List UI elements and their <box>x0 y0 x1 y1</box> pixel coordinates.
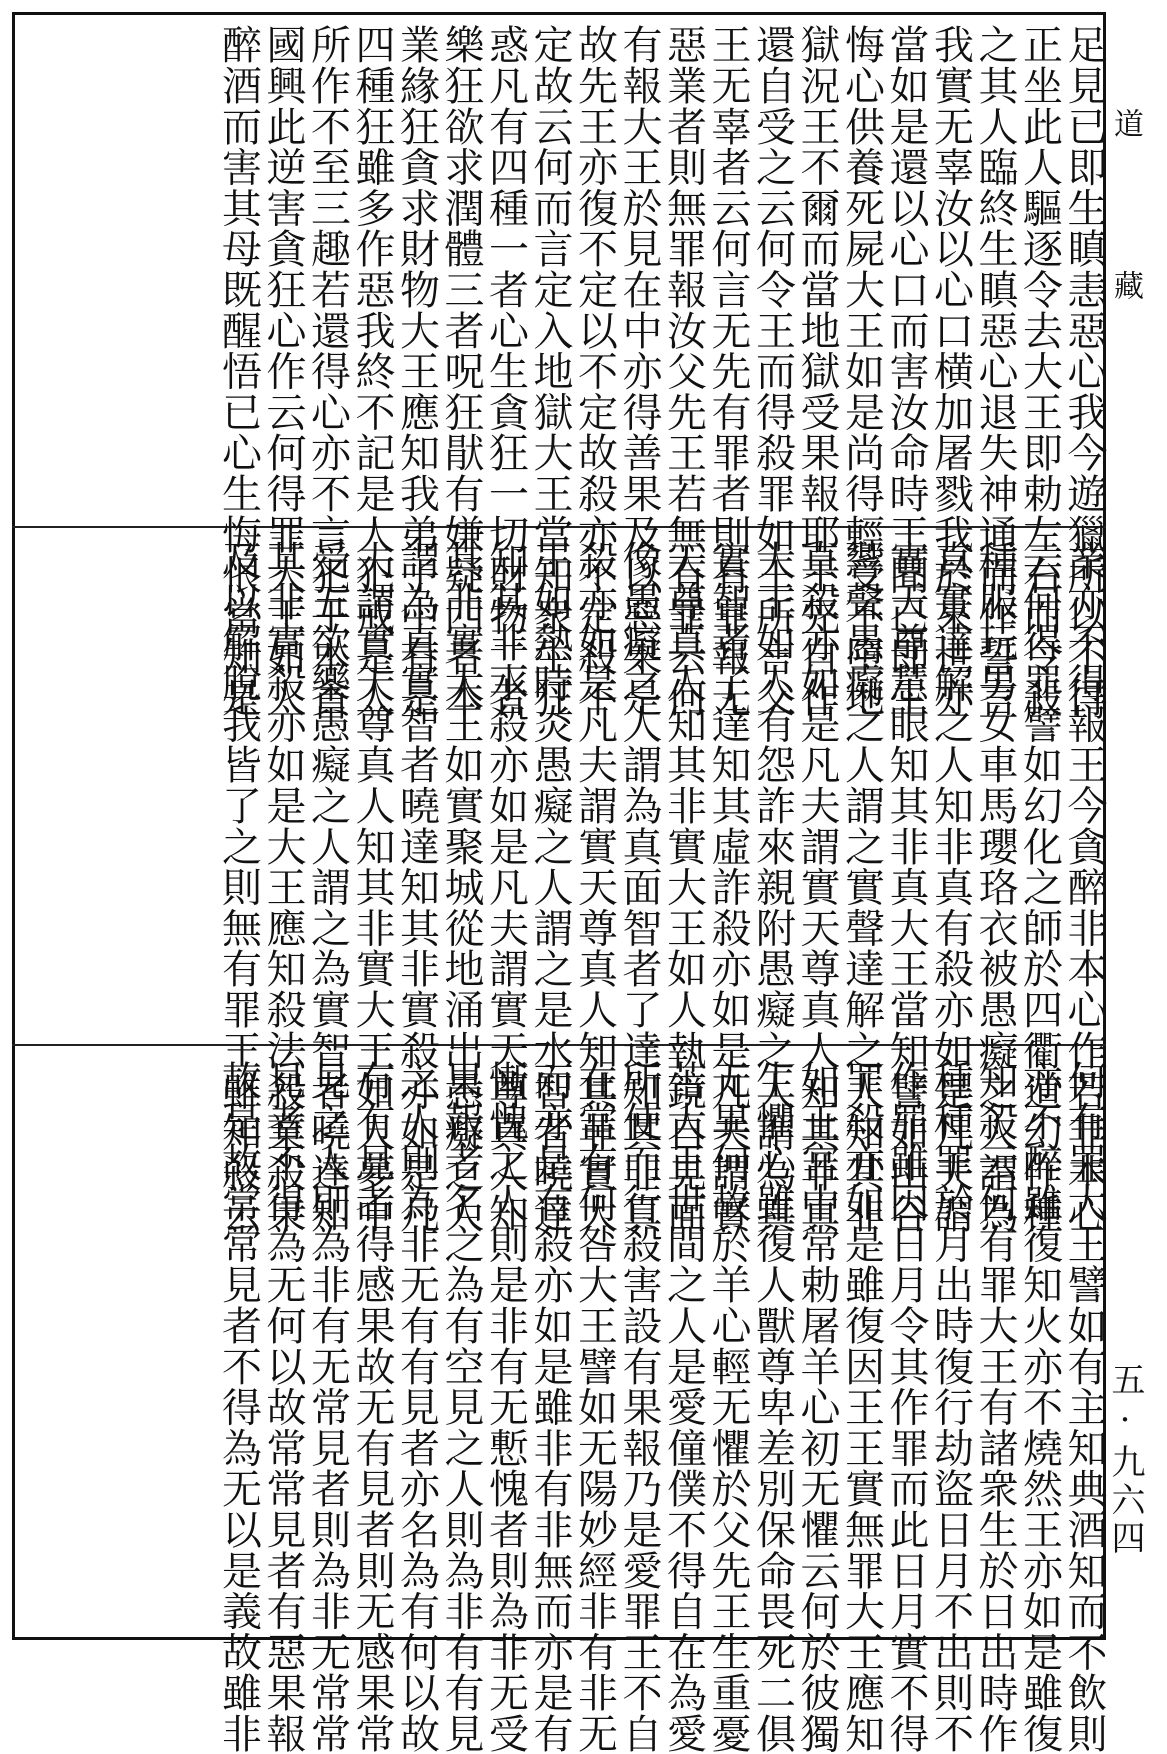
text-panel-upper <box>12 14 1107 718</box>
text-column: 足見已即生瞋恚惡心我今遊獵所以不得 <box>1061 24 1107 718</box>
text-panel-middle <box>12 530 1107 1234</box>
text-column: 樂狂欲求潤體三者呪狂猒有嫌疑四者本 <box>438 24 484 718</box>
text-column: 何有罪大王譬如有主知典酒知而不飲則 <box>1061 1060 1107 1754</box>
text-column: 及以解脫我皆了之則無有罪王雖知殺云 <box>215 540 262 1234</box>
text-column: 生懼心雖復人獸尊卑差別保命畏死二俱 <box>749 1060 796 1754</box>
text-column: 天尊真人知其非實大王如人執鏡自見面 <box>660 540 707 1234</box>
text-column: 其非實殺亦如是大王應知殺法殺業殺果 <box>260 540 306 1234</box>
text-column: 所使而行殺害設有果報乃是愛罪王不自 <box>616 1060 662 1754</box>
text-column: 苦大王世間之人是愛僮僕不得自在為愛 <box>660 1060 707 1754</box>
text-column: 響聲愚癡之人謂之實聲達解之人知其非 <box>838 540 885 1234</box>
text-column: 如王宮中常勅屠羊心初无懼云何於彼獨 <box>794 1060 840 1754</box>
text-column: 所作不至三趣若還得心亦不言犯王本貪 <box>304 24 351 718</box>
text-column: 惡業者則無罪報汝父先王若無有罪云何 <box>660 24 707 718</box>
text-column: 大王如人有怨詐來親附愚癡之人謂為真 <box>749 540 796 1234</box>
text-column: 无異何故於羊心輕无懼於父先王生重憂 <box>705 1060 751 1754</box>
text-column: 見者不得為无何以故常常見者有惡果報 <box>260 1060 306 1754</box>
text-column: 我實无辜汝以心口横加屠戮我於來世亦 <box>927 24 974 718</box>
text-column: 實天尊慧眼知其非真大王當知譬如山谷 <box>883 540 929 1234</box>
text-column: 夫謂實天尊真人知其非實大王如人夢中 <box>349 540 395 1234</box>
text-column: 知其非水殺亦如是凡夫謂實天尊真人知 <box>482 540 529 1234</box>
text-column: 國興此逆害貪狂心作云何得罪大王如人 <box>260 24 306 718</box>
text-column: 種服玩男女車馬瓔珞衣被愚癡之人謂為 <box>972 540 1018 1234</box>
text-column: 業緣狂貪求財物大王應知我弟子中有是 <box>393 24 440 718</box>
text-column: 正坐此人驅逐令去大王即勅左右而令殺 <box>1016 24 1063 718</box>
text-column: 知殺云何有罪大王有諸衆生於日出時作 <box>972 1060 1018 1754</box>
text-column: 真實達解之人知非真有殺亦如是凡夫謂 <box>927 540 974 1234</box>
text-column: 而亦是有殺亦如是雖非有非無而亦是有 <box>527 1060 573 1754</box>
text-column: 慚愧之人則是非有无慙愧者則為非无受 <box>482 1060 529 1754</box>
text-column: 種種罪於月出時復行劫盜日月不出則不 <box>927 1060 974 1754</box>
page-number: 五·九六四 <box>1105 1362 1145 1558</box>
text-column: 果報者名之為有空見之人則為非有有見 <box>438 1060 484 1754</box>
text-column: 云何得罪譬如幻化之師於四衢道幻作種 <box>1016 540 1063 1234</box>
text-column: 四種狂雖多作惡我終不記是人犯戒是人 <box>349 24 395 718</box>
text-column: 在當有何咎大王譬如无陽妙經非有非无 <box>571 1060 618 1754</box>
text-column: 真殺亦如是凡夫謂實天尊真人知其非真 <box>794 540 840 1234</box>
text-column: 王无辜者云何言无先有罪者則有罪報无 <box>705 24 751 718</box>
text-column: 實智者了達知其虛詐殺亦如是凡夫謂實 <box>705 540 751 1234</box>
text-column: 定故云何而言定入地獄大王當知衆生狂 <box>527 24 573 718</box>
text-column: 惑凡有四種一者心生貪狂一切財物二者 <box>482 24 529 718</box>
text-column: 有有見者得感果故无有見者則无感果常 <box>349 1060 395 1754</box>
text-column: 王如熱時炎愚癡之人謂之是水智者曉達 <box>527 540 573 1234</box>
text-column: 受五欲樂愚癡之人謂之為實智者曉達知 <box>304 540 351 1234</box>
text-column: 謂為真實智者曉達知其非實殺亦如是凡 <box>393 540 440 1234</box>
text-column: 業亦不得報王今貪醉非本心作若非本心 <box>1061 540 1107 1234</box>
text-column: 像愚癡之人謂為真面智者了達知其非真 <box>616 540 662 1234</box>
collection-title: 道 <box>1108 108 1143 138</box>
text-column: 之其人臨終生瞋惡心退失神通而作誓言 <box>972 24 1018 718</box>
text-column: 獄況王不爾而當地獄受果報耶王先自作 <box>794 24 840 718</box>
collection-subtitle: 藏 <box>1108 270 1143 300</box>
text-column: 亦不醉雖復知火亦不燒然王亦如是雖復 <box>1016 1060 1063 1754</box>
text-column: 罪殺亦如是雖復因王王實無罪大王應知 <box>838 1060 885 1754</box>
text-column: 有報大王於見在中亦得善果及以惡果是 <box>616 24 662 718</box>
text-column: 見之人則為非有无常見者則為非无常常 <box>304 1060 351 1754</box>
text-column: 醉酒而害其母既醒悟已心生悔恨當知是 <box>215 24 262 718</box>
text-column: 作罪雖因日月令其作罪而此日月實不得 <box>883 1060 929 1754</box>
text-column: 殺亦如是凡夫謂實天尊真人知其非實大 <box>571 540 618 1234</box>
text-column: 當如是還以心口而害汝命時王聞已即生 <box>883 24 929 718</box>
text-panel-lower <box>12 1048 1107 1754</box>
text-column: 故是故常常見者不得為无以是義故雖非 <box>215 1060 262 1754</box>
text-column: 還自受之云何令王而得殺罪如王所言父 <box>749 24 796 718</box>
text-column: 其非實大王如實聚城從地涌出愚癡之人 <box>438 540 484 1234</box>
text-column: 悔心供養死屍大王如是尚得輕受不墮地 <box>838 24 885 718</box>
text-column: 故先王亦復不定以不定故殺亦不定殺不 <box>571 24 618 718</box>
text-column: 之人則為非无有有見者亦名為有何以故 <box>393 1060 440 1754</box>
